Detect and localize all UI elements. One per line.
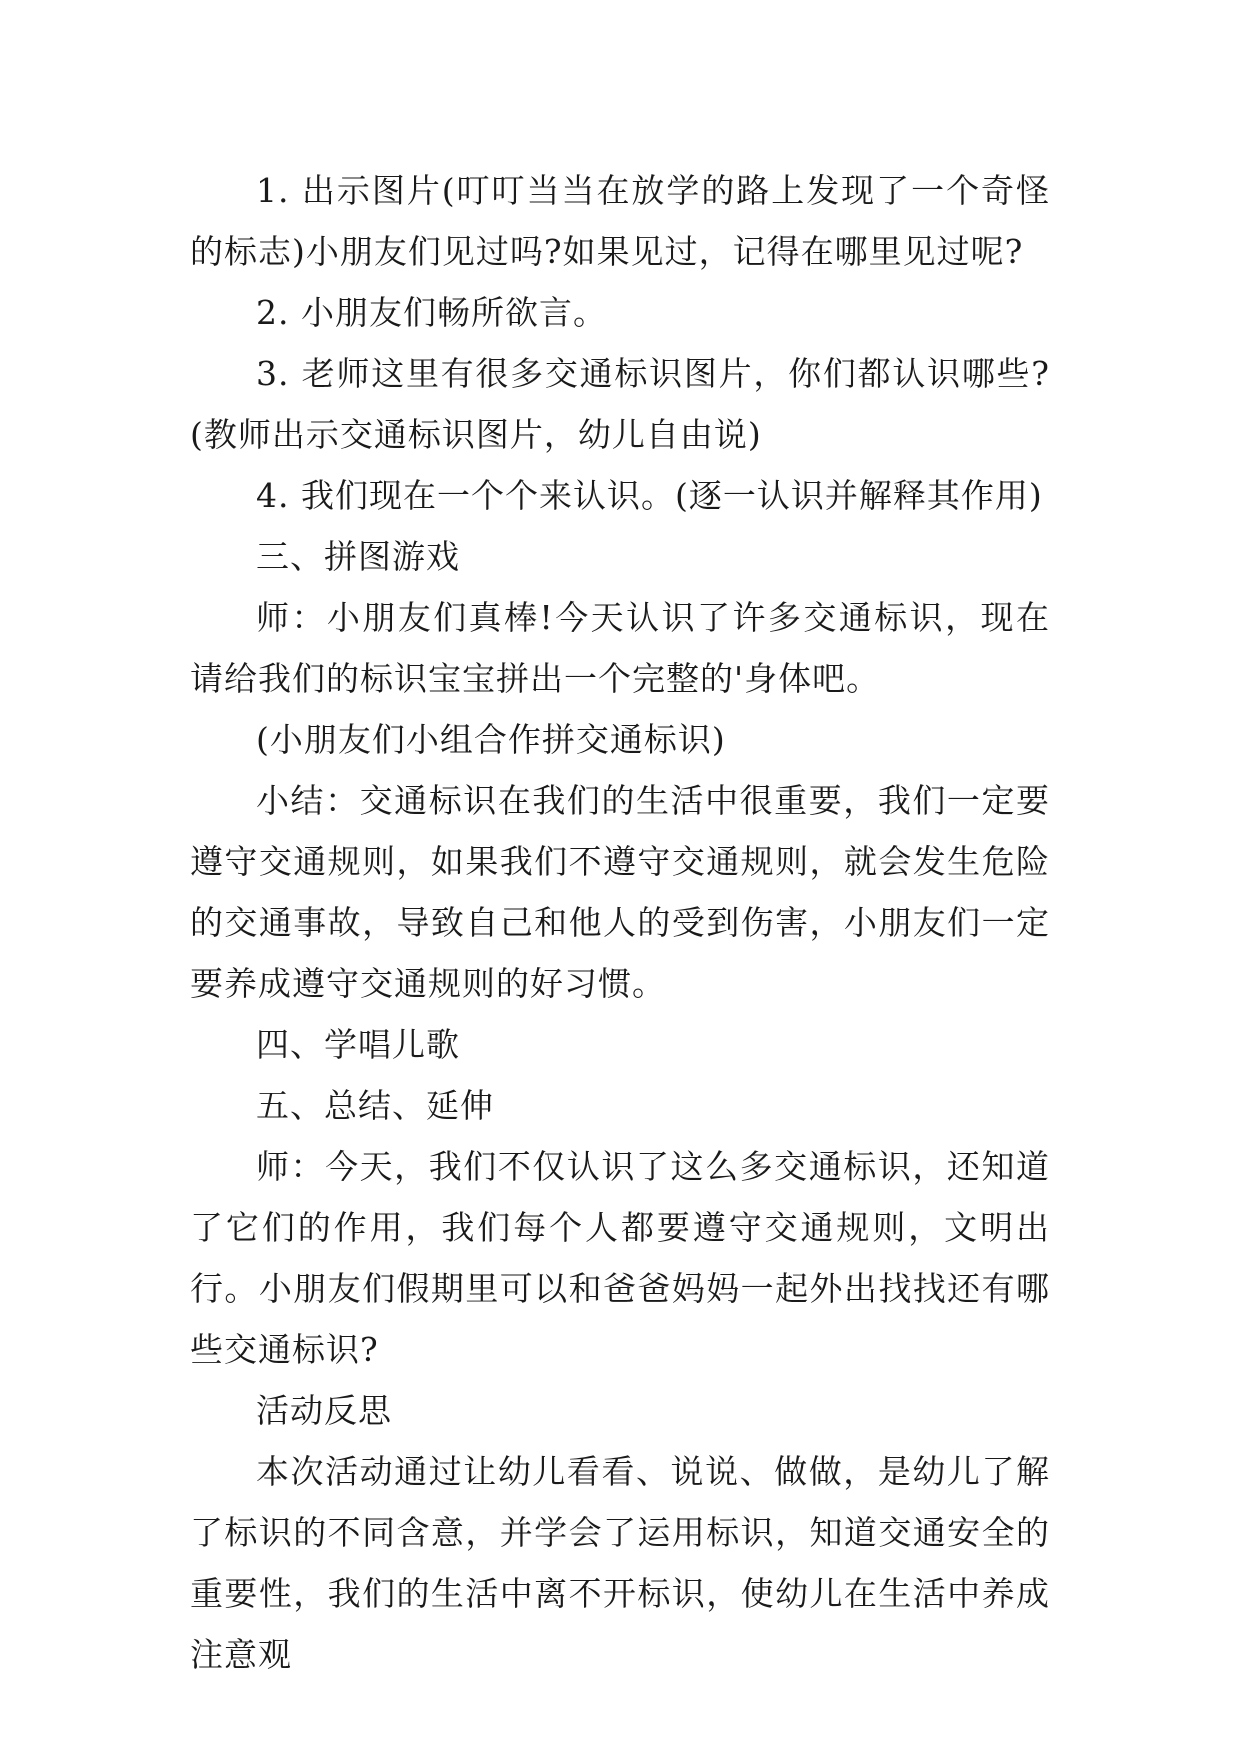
paragraph-step-4: 4. 我们现在一个个来认识。(逐一认识并解释其作用) bbox=[256, 476, 1043, 515]
section-heading-puzzle-game: 三、拼图游戏 bbox=[256, 537, 460, 576]
section-heading-learn-song: 四、学唱儿歌 bbox=[256, 1025, 460, 1064]
document-body bbox=[190, 160, 1050, 1685]
paragraph-reflection: 本次活动通过让幼儿看看、说说、做做，是幼儿了解了标识的不同含意，并学会了运用标识，知道交通安全的重要性，我们的生活中离不开标识，使幼儿在生活中养成注意观 bbox=[190, 1452, 1050, 1674]
section-heading-conclusion: 五、总结、延伸 bbox=[256, 1086, 494, 1125]
paragraph-teacher-conclusion: 师：今天，我们不仅认识了这么多交通标识，还知道了它们的作用，我们每个人都要遵守交通规则，文明出行。小朋友们假期里可以和爸爸妈妈一起外出找找还有哪些交通标识? bbox=[190, 1147, 1050, 1369]
section-heading-reflection: 活动反思 bbox=[256, 1391, 392, 1430]
paragraph-group-activity: (小朋友们小组合作拼交通标识) bbox=[256, 720, 726, 759]
paragraph-summary: 小结：交通标识在我们的生活中很重要，我们一定要遵守交通规则，如果我们不遵守交通规则，就会发生危险的交通事故，导致自己和他人的受到伤害，小朋友们一定要养成遵守交通规则的好习惯。 bbox=[190, 781, 1050, 1003]
paragraph-teacher-praise: 师：小朋友们真棒!今天认识了许多交通标识，现在请给我们的标识宝宝拼出一个完整的'身体吧。 bbox=[190, 598, 1050, 698]
paragraph-step-1: 1. 出示图片(叮叮当当在放学的路上发现了一个奇怪的标志)小朋友们见过吗?如果见过，记得在哪里见过呢? bbox=[190, 171, 1050, 271]
paragraph-step-2: 2. 小朋友们畅所欲言。 bbox=[256, 293, 607, 332]
paragraph-step-3: 3. 老师这里有很多交通标识图片，你们都认识哪些?(教师出示交通标识图片，幼儿自由说) bbox=[190, 354, 1050, 454]
